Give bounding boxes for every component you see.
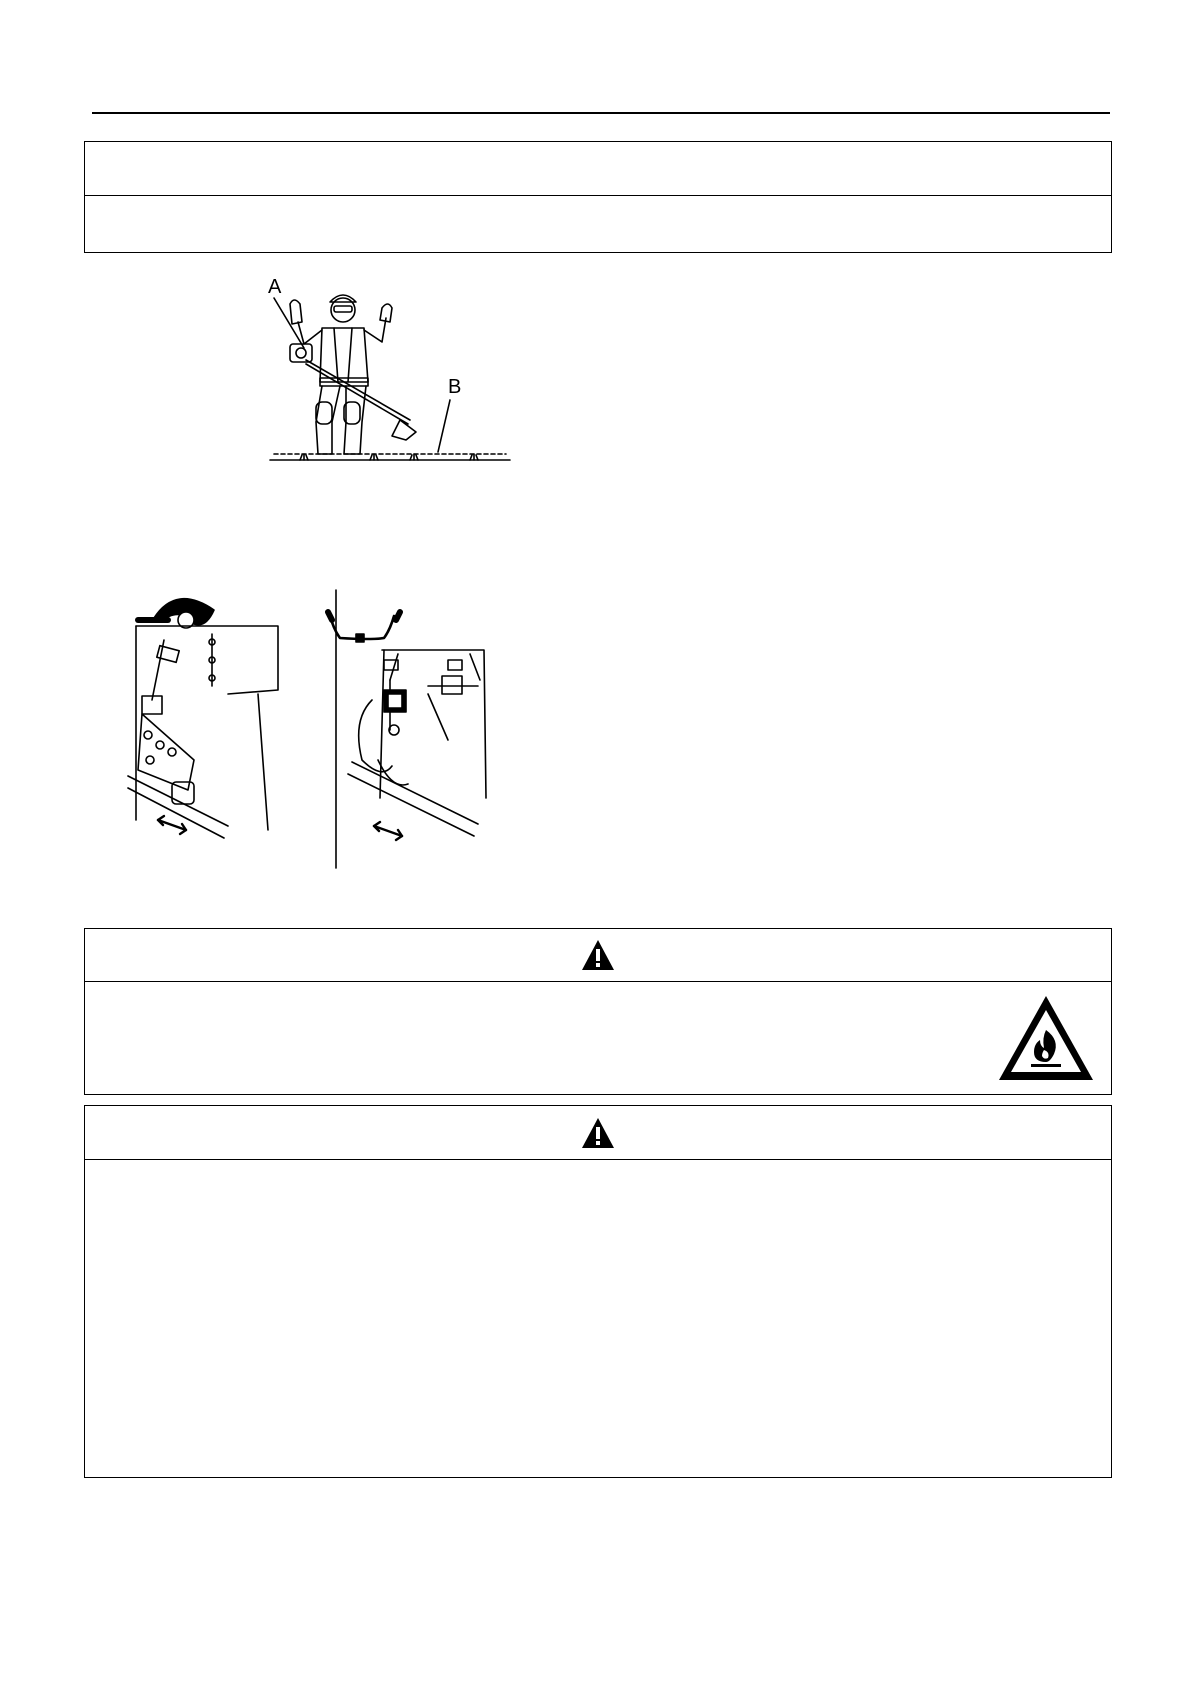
figure-label-b: B bbox=[448, 376, 462, 398]
warning-box-fire-body bbox=[85, 982, 1111, 1094]
harness-illustration bbox=[128, 590, 518, 872]
info-box-header bbox=[85, 142, 1111, 196]
warning-triangle-icon bbox=[581, 1117, 615, 1149]
info-box-body bbox=[85, 196, 1111, 252]
warning-box-fire bbox=[84, 928, 1112, 1095]
flammable-fire-icon bbox=[997, 994, 1095, 1082]
operator-figure bbox=[260, 276, 520, 472]
harness-figure bbox=[128, 590, 518, 872]
warning-box-fire-header bbox=[85, 929, 1111, 982]
figure-label-a: A bbox=[268, 276, 282, 298]
header-rule bbox=[92, 112, 1110, 114]
warning-box-general bbox=[84, 1105, 1112, 1478]
warning-box-general-body bbox=[85, 1160, 1111, 1477]
operator-illustration bbox=[260, 282, 520, 472]
warning-triangle-icon bbox=[581, 939, 615, 971]
warning-box-general-header bbox=[85, 1106, 1111, 1160]
info-box bbox=[84, 141, 1112, 253]
